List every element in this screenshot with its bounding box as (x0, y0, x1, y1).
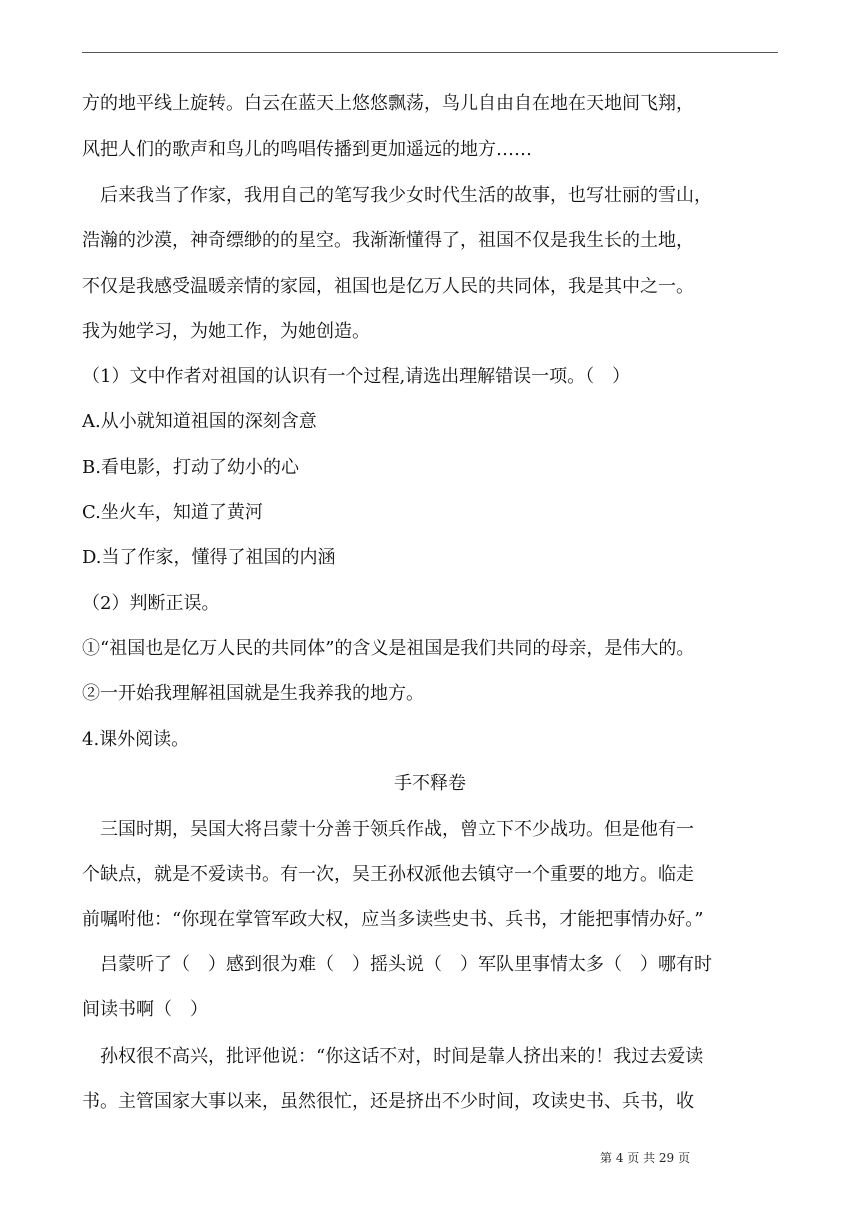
paragraph-line: 方的地平线上旋转。白云在蓝天上悠悠飘荡，鸟儿自由自在地在天地间飞翔， (82, 93, 694, 114)
reading-line: 前嘱咐他：“你现在掌管军政大权，应当多读些史书、兵书，才能把事情办好。” (82, 909, 704, 930)
option-d: D.当了作家，懂得了祖国的内涵 (82, 547, 336, 568)
paragraph-line: 浩瀚的沙漠，神奇缥缈的的星空。我渐渐懂得了，祖国不仅是我生长的土地， (82, 230, 694, 251)
header-rule (82, 52, 778, 53)
paragraph-line: 风把人们的歌声和鸟儿的鸣唱传播到更加遥远的地方…… (82, 139, 532, 160)
reading-line: 三国时期，吴国大将吕蒙十分善于领兵作战，曾立下不少战功。但是他有一 (82, 819, 694, 840)
page-footer: 第 4 页 共 29 页 (600, 1151, 690, 1165)
reading-title: 手不释卷 (394, 773, 466, 794)
option-a: A.从小就知道祖国的深刻含意 (82, 411, 317, 432)
option-c: C.坐火车，知道了黄河 (82, 502, 263, 523)
reading-line: 书。主管国家大事以来，虽然很忙，还是挤出不少时间，攻读史书、兵书，收 (82, 1091, 694, 1112)
judgement-2: ②一开始我理解祖国就是生我养我的地方。 (82, 683, 424, 704)
paragraph-line: 我为她学习，为她工作，为她创造。 (82, 321, 370, 342)
reading-line: 间读书啊（ ） (82, 999, 208, 1020)
judgement-1: ①“祖国也是亿万人民的共同体”的含义是祖国是我们共同的母亲，是伟大的。 (82, 638, 695, 659)
question-1: （1）文中作者对祖国的认识有一个过程,请选出理解错误一项。（ ） (82, 366, 631, 387)
question-2: （2）判断正误。 (82, 593, 220, 614)
reading-line: 孙权很不高兴，批评他说：“你这话不对，时间是靠人挤出来的！我过去爱读 (82, 1046, 704, 1067)
paragraph-line: 不仅是我感受温暖亲情的家园，祖国也是亿万人民的共同体，我是其中之一。 (82, 276, 694, 297)
reading-line: 个缺点，就是不爱读书。有一次，吴王孙权派他去镇守一个重要的地方。临走 (82, 864, 694, 885)
option-b: B.看电影，打动了幼小的心 (82, 457, 299, 478)
question-4: 4.课外阅读。 (82, 729, 190, 750)
paragraph-line: 后来我当了作家，我用自己的笔写我少女时代生活的故事，也写壮丽的雪山， (82, 185, 712, 206)
reading-line: 吕蒙听了（ ）感到很为难（ ）摇头说（ ）军队里事情太多（ ）哪有时 (82, 954, 712, 975)
